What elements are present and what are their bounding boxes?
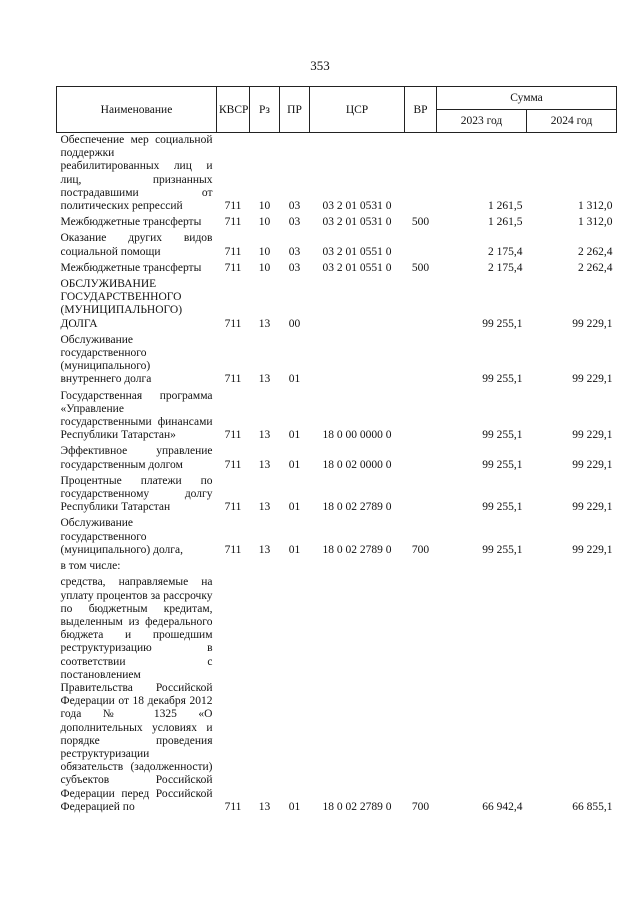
row-kvsr: 711 [224,245,242,258]
row-sum-2024: 99 229,1 [572,317,613,330]
row-kvsr: 711 [224,429,242,442]
row-sum-2023: 99 255,1 [482,543,523,556]
row-vr [405,133,437,216]
row-pr: 01 [288,429,301,442]
row-vr [405,559,437,575]
table-row [57,516,617,559]
table-row [57,333,617,389]
row-sum-2023: 66 942,4 [482,800,523,813]
row-rz [250,559,280,575]
row-kvsr: 711 [224,373,242,386]
table-row [57,215,617,231]
row-sum-2023: 99 255,1 [482,317,523,330]
table-header [57,87,617,133]
row-name: Процентные платежи по государственному долгу Республики Татарстан [60,474,213,514]
row-name: Эффективное управление государственным долгом [60,445,213,471]
row-sum-2023: 1 261,5 [488,200,523,213]
row-name: в том числе: [60,560,121,573]
row-pr: 01 [288,373,301,386]
row-csr: 03 2 01 0531 0 [322,216,392,229]
row-vr: 700 [411,800,430,813]
header-pr: ПР [280,87,310,133]
table-row [57,133,617,216]
table-row [57,389,617,445]
row-pr: 03 [288,216,301,229]
row-name: Государственная программа «Управление государственными финансами Республики Татарстан» [60,389,213,442]
table-body [57,133,617,816]
budget-table [56,86,617,816]
row-rz: 13 [258,317,271,330]
row-pr: 03 [288,200,301,213]
row-csr: 18 0 00 0000 0 [322,429,392,442]
row-name: Оказание других видов социальной помощи [60,232,213,258]
row-rz: 10 [258,261,271,274]
row-csr: 03 2 01 0551 0 [322,261,392,274]
row-kvsr: 711 [224,543,242,556]
row-sum-2023: 2 175,4 [488,245,523,258]
table-row [57,575,617,816]
page-number: 353 [310,58,330,73]
row-pr: 01 [288,458,301,471]
row-pr: 01 [288,800,301,813]
row-rz: 10 [258,245,271,258]
table-row [57,261,617,277]
row-pr: 03 [288,245,301,258]
table-row [57,474,617,517]
row-pr: 01 [288,501,301,514]
row-kvsr: 711 [224,261,242,274]
row-kvsr: 711 [224,216,242,229]
row-sum-2024: 99 229,1 [572,458,613,471]
row-sum-2024 [527,559,617,575]
row-pr [280,559,310,575]
row-rz: 13 [258,373,271,386]
row-csr: 03 2 01 0551 0 [322,245,392,258]
row-vr [405,389,437,445]
row-kvsr: 711 [224,800,242,813]
row-sum-2024: 2 262,4 [578,245,613,258]
header-sum: Сумма [437,87,617,110]
row-pr: 01 [288,543,301,556]
row-sum-2023: 99 255,1 [482,458,523,471]
row-rz: 13 [258,543,271,556]
header-year-2023: 2023 год [437,110,527,133]
row-vr: 500 [411,216,430,229]
row-name: Межбюджетные трансферты [60,261,202,274]
row-csr: 18 0 02 2789 0 [322,800,392,813]
row-vr: 700 [411,543,430,556]
row-sum-2023: 99 255,1 [482,429,523,442]
header-csr: ЦСР [310,87,405,133]
row-vr [405,277,437,333]
row-name: средства, направляемые на уплату процентов за рассрочку по бюджетным кредитам, выделенным из федерального бюджета и прошедшим реструктуризацию в соответствии с постановлением Правительства Российской Федерации от 18 декабря 2012 года № 1325 «О дополнительных условиях и порядке проведения реструктуризации обязательств (задолженности) субъектов Российской Федерации перед Российской Федерацией по [60,576,213,813]
row-rz: 10 [258,216,271,229]
table-row [57,559,617,575]
row-csr [310,277,405,333]
header-name: Наименование [57,87,217,133]
row-kvsr [217,559,250,575]
row-vr [405,231,437,260]
header-vr: ВР [405,87,437,133]
row-csr [310,559,405,575]
row-name: Обслуживание государственного (муниципального) внутреннего долга [60,333,152,386]
row-sum-2024: 99 229,1 [572,543,613,556]
row-kvsr: 711 [224,200,242,213]
row-vr: 500 [411,261,430,274]
row-sum-2024: 1 312,0 [578,216,613,229]
row-name: Обслуживание государственного (муниципального) долга, [60,517,183,556]
row-sum-2024: 99 229,1 [572,501,613,514]
header-kvsr: КВСР [217,87,250,133]
row-rz: 13 [258,458,271,471]
row-sum-2024: 2 262,4 [578,261,613,274]
row-sum-2024: 66 855,1 [572,800,613,813]
row-sum-2023 [437,559,527,575]
row-sum-2023: 99 255,1 [482,501,523,514]
row-name: Межбюджетные трансферты [60,216,202,229]
row-pr: 03 [288,261,301,274]
row-rz: 10 [258,200,271,213]
row-kvsr: 711 [224,458,242,471]
row-pr: 00 [288,317,301,330]
row-sum-2024: 99 229,1 [572,373,613,386]
row-rz: 13 [258,429,271,442]
row-csr: 18 0 02 0000 0 [322,458,392,471]
row-csr: 03 2 01 0531 0 [322,200,392,213]
row-csr [310,333,405,389]
row-rz: 13 [258,501,271,514]
row-sum-2023: 99 255,1 [482,373,523,386]
row-csr: 18 0 02 2789 0 [322,543,392,556]
row-vr [405,444,437,473]
row-vr [405,333,437,389]
row-name: ОБСЛУЖИВАНИЕ ГОСУДАРСТВЕННОГО (МУНИЦИПАЛЬНОГО) ДОЛГА [60,278,183,330]
row-sum-2023: 1 261,5 [488,216,523,229]
row-sum-2023: 2 175,4 [488,261,523,274]
row-sum-2024: 99 229,1 [572,429,613,442]
table-row [57,444,617,473]
row-vr [405,474,437,517]
row-sum-2024: 1 312,0 [578,200,613,213]
row-kvsr: 711 [224,501,242,514]
header-year-2024: 2024 год [527,110,617,133]
row-csr: 18 0 02 2789 0 [322,501,392,514]
row-rz: 13 [258,800,271,813]
row-kvsr: 711 [224,317,242,330]
table-row [57,231,617,260]
row-name: Обеспечение мер социальной поддержки реабилитированных лиц и лиц, признанных пострадавшими от политических репрессий [60,134,213,213]
table-row [57,277,617,333]
header-rz: Рз [250,87,280,133]
